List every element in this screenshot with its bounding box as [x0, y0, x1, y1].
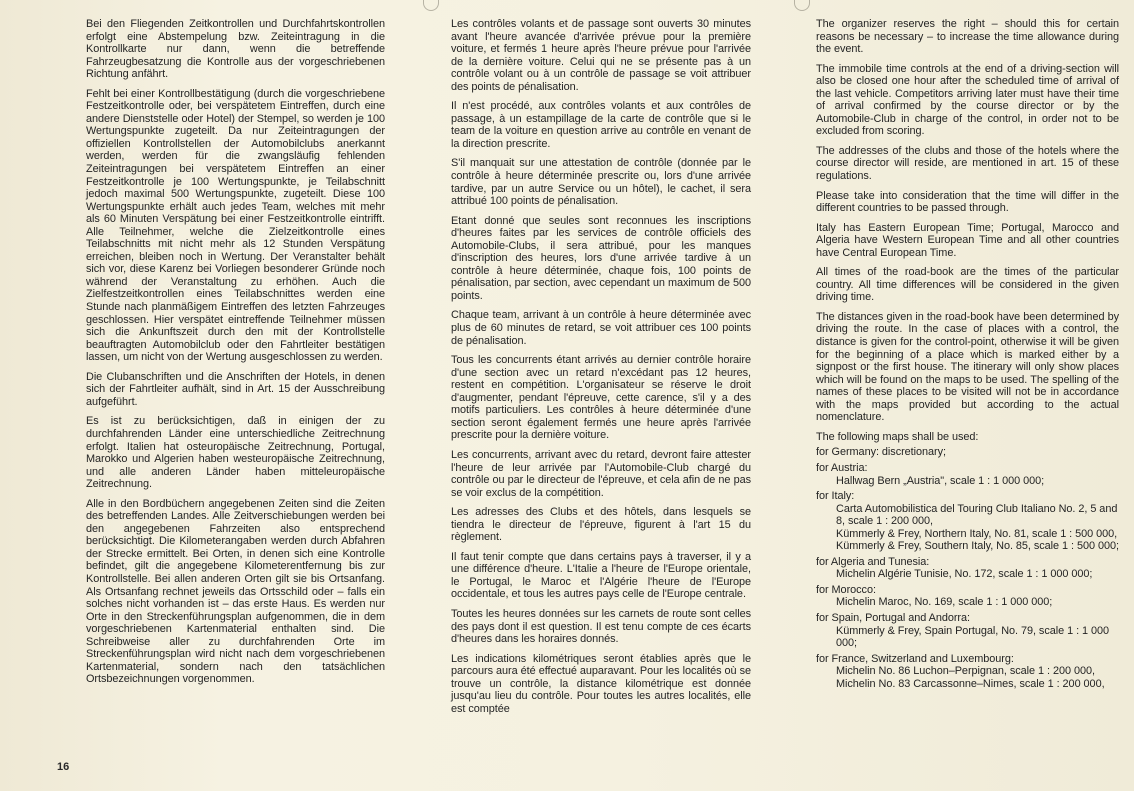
page-number: 16 [57, 761, 70, 773]
paragraph: All times of the road-book are the times of the particular country. All time differences will be considered in the given driving time. [816, 266, 1119, 304]
paragraph: Fehlt bei einer Kontrollbestätigung (durch die vorgeschriebene Festzeitkontrolle oder, bei verspätetem Eintreffen, durch eine andere Dienststelle oder Hotel) der Stempel, so werden je 100 Wertungspunkte zugeteilt. Da nur Zeiteintragungen der offiziellen Kontrollstellen der Automobilclubs anerkannt werden, werden für die zwangsläufig fehlenden Zeiteintragungen bei verspätetem Eintreffen an einer Festzeitkontrolle je 100 Wertungspunkte, je Teilabschnitt jedoch maximal 500 Wertungspunkte, zugeteilt. Diese 100 Wertungspunkte erhält auch jedes Team, welches mit mehr als 60 Minuten Verspätung bei einer Festzeitkontrolle eintrifft. Alle Teilnehmer, welche die Zielzeitkontrolle eines Teilabschnitts mit nicht mehr als 12 Stunden Verspätung erreichen, bleiben noch in Wertung. Der Veranstalter behält sich vor, diese Karenz bei Vorliegen besonderer Gründe noch während der Veranstaltung zu erhöhen. Auch die Zielfestzeitkontrollen eines Teilabschnittes werden eine Stunde nach planmäßigem Eintreffen des letzten Fahrzeuges geschlossen. Hier verspätet eintreffende Teilnehmer müssen sich die Ankunftszeit durch den mit der Kontrollstelle beauftragten Automobilclub oder den Fahrtleiter bestätigen lassen, um nicht von der Wertung ausgeschlossen zu werden. [86, 87, 385, 364]
paragraph: Chaque team, arrivant à un contrôle à heure déterminée avec plus de 60 minutes de retard, se voit attribuer ces 100 points de pénalisation. [451, 309, 751, 347]
paragraph: The following maps shall be used: [816, 430, 979, 443]
paragraph: Tous les concurrents étant arrivés au dernier contrôle horaire d'une section avec un retard n'excédant pas 12 heures, restent en compétition. L'organisateur se réserve le droit d'augmenter, pendant l'épreuve, cette carence, s'il y a des motifs particuliers. Les contrôles à heure déterminée d'une section seront également fermés une heure après l'arrivée prescrite pour la dernière voiture. [451, 354, 751, 442]
staple-mark [423, 0, 439, 11]
map-entry: Michelin Algérie Tunisie, No. 172, scale 1 : 1 000 000; [836, 568, 1093, 581]
maps-list [816, 446, 1119, 690]
map-country-label: for Morocco: [816, 583, 876, 596]
paragraph: Les indications kilométriques seront établies après que le parcours aura été effectué auparavant. Pour les localités où se trouve un contrôle, la distance kilométrique est donnée jusqu'au lieu du contrôle. Pour toutes les autres localités, elle est comptée [451, 652, 751, 715]
map-entry: Kümmerly & Frey, Southern Italy, No. 85, scale 1 : 500 000; [836, 540, 1119, 553]
map-country-label: for Spain, Portugal and Andorra: [816, 611, 970, 624]
paragraph: The immobile time controls at the end of a driving-section will also be closed one hour after the scheduled time of arrival of the last vehicle. Competitors arriving later must have their time of arrival confirmed by the course director or by the Automobile-Club in charge of the control, in order not to be excluded from scoring. [816, 62, 1119, 138]
map-country-label: for Germany: discretionary; [816, 446, 946, 459]
french-text-column [451, 18, 751, 722]
map-country-label: for Algeria and Tunesia: [816, 555, 930, 568]
maps-list-item [816, 584, 1119, 609]
map-entry: Kümmerly & Frey, Spain Portugal, No. 79, scale 1 : 1 000 000; [836, 624, 1110, 650]
german-text-column [86, 18, 385, 693]
english-text-column [816, 18, 1119, 693]
map-entry: Carta Automobilistica del Touring Club Italiano No. 2, 5 and 8, scale 1 : 200 000, [836, 502, 1118, 528]
maps-list-item [816, 490, 1119, 553]
paragraph: Please take into consideration that the time will differ in the different countries to be passed through. [816, 189, 1119, 215]
paragraph: The addresses of the clubs and those of the hotels where the course director will reside, are mentioned in art. 15 of these regulations. [816, 144, 1119, 183]
map-entry: Hallwag Bern „Austria", scale 1 : 1 000 000; [836, 474, 1045, 487]
paragraph: Les contrôles volants et de passage sont ouverts 30 minutes avant l'heure avancée d'arrivée prévue pour la première voiture, et fermés 1 heure après l'heure prévue pour l'arrivée de la dernière voiture. Celui qui ne se présente pas à un contrôle volant ou à un contrôle de passage se voit attribuer des points de pénalisation. [451, 18, 751, 93]
paragraph: Alle in den Bordbüchern angegebenen Zeiten sind die Zeiten des betreffenden Landes. Alle Zeitverschiebungen werden bei den angegebenen Fahrzeiten also entsprechend berücksichtigt. Die Kilometerangaben werden durch Abfahren der Strecke ermittelt. Bei Orten, in denen sich eine Kontrolle befindet, gilt die angegebene Kilometerentfernung bis zur Kontrollstelle. Bei allen anderen Orten gilt sie bis Ortsanfang. Als Ortsanfang rechnet jeweils das Ortsschild oder – falls ein solches nicht vorhanden ist – das erste Haus. Es werden nur Orte in den Streckenführungsplan aufgenommen, die in dem vorgeschriebenen Kartenmaterial enthalten sind. Die Schreibweise aller zu durchfahrenden Orte im Streckenführungsplan wird nicht nach dem vorgeschriebenen Kartenmaterial, sondern nach den tatsächlichen Ortsbezeichnungen vorgenommen. [86, 497, 385, 686]
map-entry: Kümmerly & Frey, Northern Italy, No. 81, scale 1 : 500 000, [836, 527, 1118, 540]
paragraph: Etant donné que seules sont reconnues les inscriptions d'heures faites par les services de contrôle officiels des Automobile-Clubs, il sera attribué, pour les manques d'inscription des heures, lors d'une arrivée tardive à un contrôle à heure déterminée, chaque fois, 100 points de pénalisation, par section, avec cependant un maximum de 500 points. [451, 214, 751, 302]
map-entry: Michelin Maroc, No. 169, scale 1 : 1 000 000; [836, 596, 1053, 609]
map-entry: Michelin No. 86 Luchon–Perpignan, scale 1 : 200 000, [836, 665, 1095, 678]
paragraph: Bei den Fliegenden Zeitkontrollen und Durchfahrtskontrollen erfolgt eine Abstempelung bzw. Zeiteintragung in die Kontrollkarte nur dann, wenn die betreffende Fahrzeugbesatzung die Kontrolle aus der vorgeschriebenen Richtung anfährt. [86, 18, 385, 81]
paragraph: Es ist zu berücksichtigen, daß in einigen der zu durchfahrenden Länder eine unterschiedliche Zeitrechnung erfolgt. Italien hat osteuropäische Zeitrechnung, Portugal, Marokko und Algerien haben westeuropäische Zeitrechnung, und alle anderen Länder haben mitteleuropäische Zeitrechnung. [86, 415, 385, 491]
paragraph: Italy has Eastern European Time; Portugal, Marocco and Algeria have Western European Time and all other countries have Central European Time. [816, 221, 1119, 259]
paragraph: The organizer reserves the right – should this for certain reasons be necessary – to increase the time allowance during the event. [816, 18, 1119, 56]
paragraph: Die Clubanschriften und die Anschriften der Hotels, in denen sich der Fahrtleiter aufhält, sind in Art. 15 der Ausschreibung aufgeführt. [86, 370, 385, 408]
maps-list-item [816, 556, 1119, 581]
maps-list-item [816, 612, 1119, 650]
map-country-label: for Austria: [816, 461, 868, 474]
paragraph: Toutes les heures données sur les carnets de route sont celles des pays dont il est question. Il est tenu compte de ces écarts d'heures dans les horaires donnés. [451, 607, 751, 646]
paragraph: Il faut tenir compte que dans certains pays à traverser, il y a une différence d'heure. L'Italie a l'heure de l'Europe orientale, le Portugal, le Maroc et l'Algérie l'heure de l'Europe occidentale, et tous les autres pays celle de l'Europe centrale. [451, 550, 751, 601]
paragraph: Il n'est procédé, aux contrôles volants et aux contrôles de passage, à un estampillage de la carte de contrôle que si le team de la voiture en question arrive au contrôle en venant de la direction prescrite. [451, 100, 751, 150]
maps-list-item [816, 462, 1119, 487]
maps-list-item [816, 446, 1119, 459]
map-country-label: for France, Switzerland and Luxembourg: [816, 652, 1014, 665]
maps-list-item [816, 653, 1119, 691]
paragraph: Les concurrents, arrivant avec du retard, devront faire attester l'heure de leur arrivée par l'Automobile-Club chargé du contrôle ou par le directeur de l'épreuve, et cela afin de ne pas se voir exclus de la compétition. [451, 448, 751, 499]
staple-mark [794, 0, 810, 11]
map-country-label: for Italy: [816, 490, 855, 503]
paragraph: S'il manquait sur une attestation de contrôle (donnée par le contrôle à heure déterminée prescrite ou, lors d'une arrivée tardive, par un autre Service ou un hôtel), le cachet, il sera attribué 100 points de pénalisation. [451, 157, 751, 208]
map-entry: Michelin No. 83 Carcassonne–Nimes, scale 1 : 200 000, [836, 677, 1105, 690]
paragraph: Les adresses des Clubs et des hôtels, dans lesquels se tiendra le directeur de l'épreuve, figurent à l'art 15 du règlement. [451, 506, 751, 544]
paragraph: The distances given in the road-book have been determined by driving the route. In the case of places with a control, the distance is given for the control-point, otherwise it will be given for the beginning of a place which is marked either by a signpost or the first house. The itinerary will only show places which will be found on the maps to be used. The spelling of the names of these places to be visited will not be in accordance with the maps provided but according to the actual nomenclature. [816, 310, 1119, 424]
